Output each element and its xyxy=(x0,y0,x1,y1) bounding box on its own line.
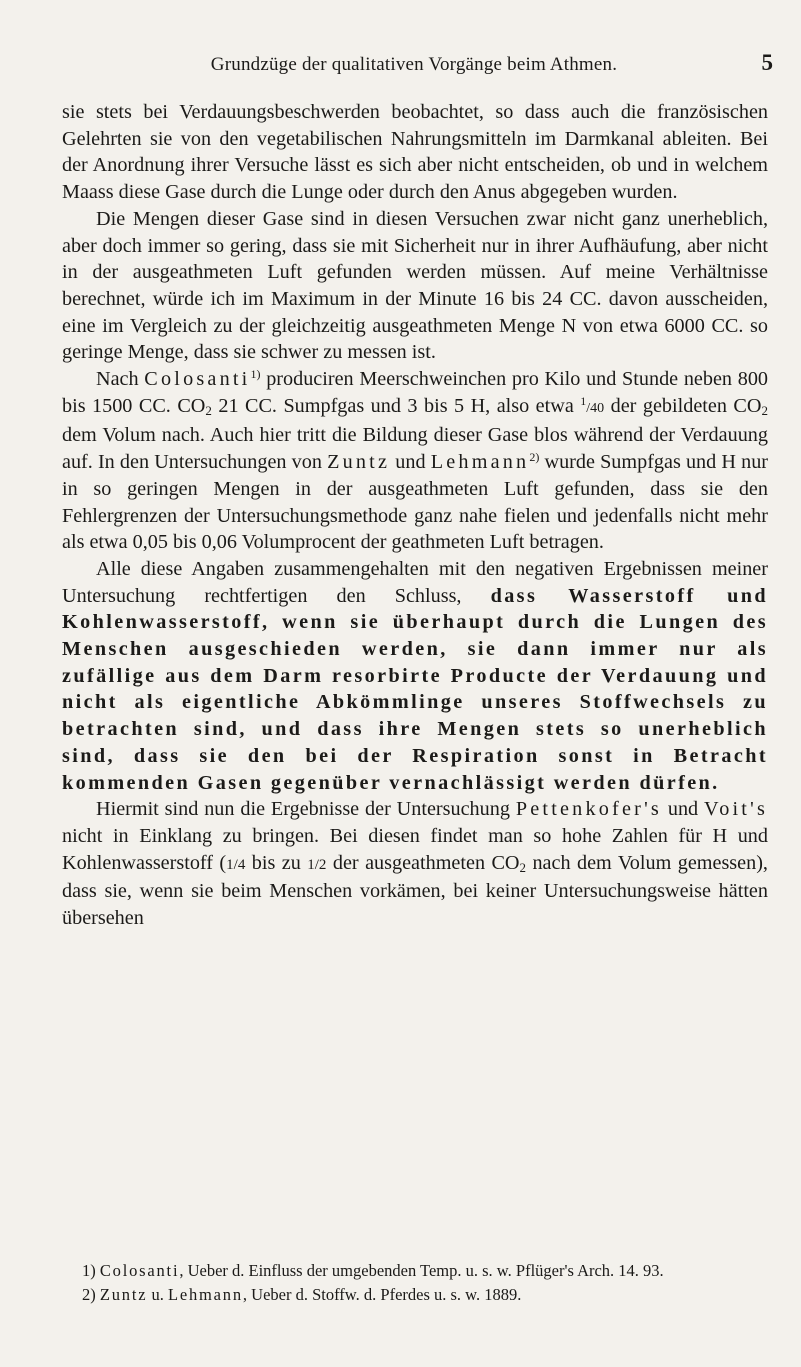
subscript: 2 xyxy=(761,402,768,418)
paragraph-5 xyxy=(62,796,768,932)
footnote-text: , Ueber d. Einfluss der umgebenden Temp. u. s. w. Pflüger's Arch. 14. 93. xyxy=(179,1261,664,1280)
text-span: wurde Sumpfgas und H nur in so geringen Mengen in der ausgeathmeten Luft gefunden, dass sie den Fehlergrenzen der Untersuchungsmethode ganz nahe fielen und jedenfalls nicht mehr als etwa 0,05 bis 0,06 Volumprocent der geathmeten Luft betragen. xyxy=(62,451,769,554)
text-span: 21 CC. Sumpfgas und 3 bis 5 H, also etwa xyxy=(211,394,581,417)
footnote-text: u. xyxy=(147,1285,168,1304)
author-pettenkofer: Pettenkofer's xyxy=(515,798,662,821)
footnote-author: Zuntz xyxy=(99,1285,148,1304)
footnote-1 xyxy=(62,1260,768,1282)
footnote-number: 1) xyxy=(82,1261,96,1280)
paragraph-3 xyxy=(62,366,768,556)
text-span: produciren Meerschweinchen pro Kilo und Stunde neben 800 bis 1500 CC. CO xyxy=(62,368,769,417)
fraction-numerator: 1 xyxy=(580,393,587,408)
author-lehmann: Lehmann xyxy=(430,451,530,474)
fraction-denominator: /40 xyxy=(586,400,605,416)
author-colosanti: Colosanti xyxy=(144,368,251,391)
text-span: Nach xyxy=(96,368,145,391)
running-title: Grundzüge der qualitativen Vorgänge beim Athmen. xyxy=(210,54,618,75)
text-span: dem Volum nach. Auch hier tritt die Bildung dieser Gase blos während der Verdauung auf. In den Untersuchungen von xyxy=(62,424,768,474)
footnotes xyxy=(62,1260,768,1308)
subscript: 2 xyxy=(205,402,212,418)
emphasized-conclusion: dass Wasserstoff und Kohlenwasserstoff, wenn sie überhaupt durch die Lungen des Menschen ausgeschieden werden, sie dann immer nur als zufällige aus dem Darm resorbirte Producte der Verdauung und nicht als eigentliche Abkömmlinge unseres Stoffwechsels zu betrachten sind, und dass ihre Mengen stets so unerheblich sind, dass sie den bei der Respiration sonst in Betracht kommenden Gasen gegenüber vernachlässigt werden dürfen. xyxy=(62,584,768,794)
footnote-2 xyxy=(62,1284,768,1306)
footnote-text: , Ueber d. Stoffw. d. Pferdes u. s. w. 1889. xyxy=(242,1285,522,1304)
paragraph-4 xyxy=(62,556,768,796)
text-span: Hiermit sind nun die Ergebnisse der Untersuchung xyxy=(96,798,516,821)
text-span: und xyxy=(390,451,431,474)
footnote-author: Colosanti xyxy=(99,1261,180,1280)
page-number: 5 xyxy=(761,50,773,75)
text-span: bis zu xyxy=(245,851,308,874)
text-span: Alle diese Angaben zusammengehalten mit den negativen Ergebnissen meiner Untersuchung rechtfertigen den Schluss, xyxy=(62,557,768,607)
footnote-author: Lehmann xyxy=(168,1285,243,1304)
footnote-number: 2) xyxy=(82,1285,96,1304)
paragraph-2: Die Mengen dieser Gase sind in diesen Versuchen zwar nicht ganz unerheblich, aber doch immer so gering, dass sie mit Sicherheit nur in ihrer Aufhäufung, aber nicht in der ausgeathmeten Luft gefunden werden müssen. Auf meine Verhältnisse berechnet, würde ich im Maximum in der Minute 16 bis 24 CC. davon ausscheiden, eine im Vergleich zu der gleichzeitig ausgeathmeten Menge N von etwa 6000 CC. so geringe Menge, dass sie schwer zu messen ist. xyxy=(62,207,768,364)
author-voit: Voit's xyxy=(704,798,769,821)
running-head xyxy=(55,50,773,80)
text-span: der gebildeten CO xyxy=(604,394,762,417)
text-span: und xyxy=(661,798,705,821)
footnote-ref-1: 1) xyxy=(250,367,261,382)
paragraph-1: sie stets bei Verdauungsbeschwerden beobachtet, so dass auch die französischen Gelehrten sie von den vegetabilischen Nahrungsmitteln im Darmkanal ableiten. Bei der Anordnung ihrer Versuche lässt es sich aber nicht entscheiden, ob und in welchem Maass diese Gase durch die Lunge oder durch den Anus abgegeben wurden. xyxy=(62,101,768,204)
footnote-ref-2: 2) xyxy=(529,450,540,465)
fraction: 1/2 xyxy=(307,856,327,873)
body-text xyxy=(62,99,768,932)
author-zuntz: Zuntz xyxy=(327,451,391,474)
text-span: nicht in Einklang zu bringen. Bei diesen findet man so hohe Zahlen für H und Kohlenwasserstoff ( xyxy=(62,824,768,874)
text-span: nach dem Volum gemessen), dass sie, wenn sie beim Menschen vorkämen, bei keiner Untersuchungsweise hätten übersehen xyxy=(62,851,768,930)
text-span: der ausgeathmeten CO xyxy=(326,851,520,874)
fraction: 1/4 xyxy=(226,856,246,873)
subscript: 2 xyxy=(519,859,527,875)
